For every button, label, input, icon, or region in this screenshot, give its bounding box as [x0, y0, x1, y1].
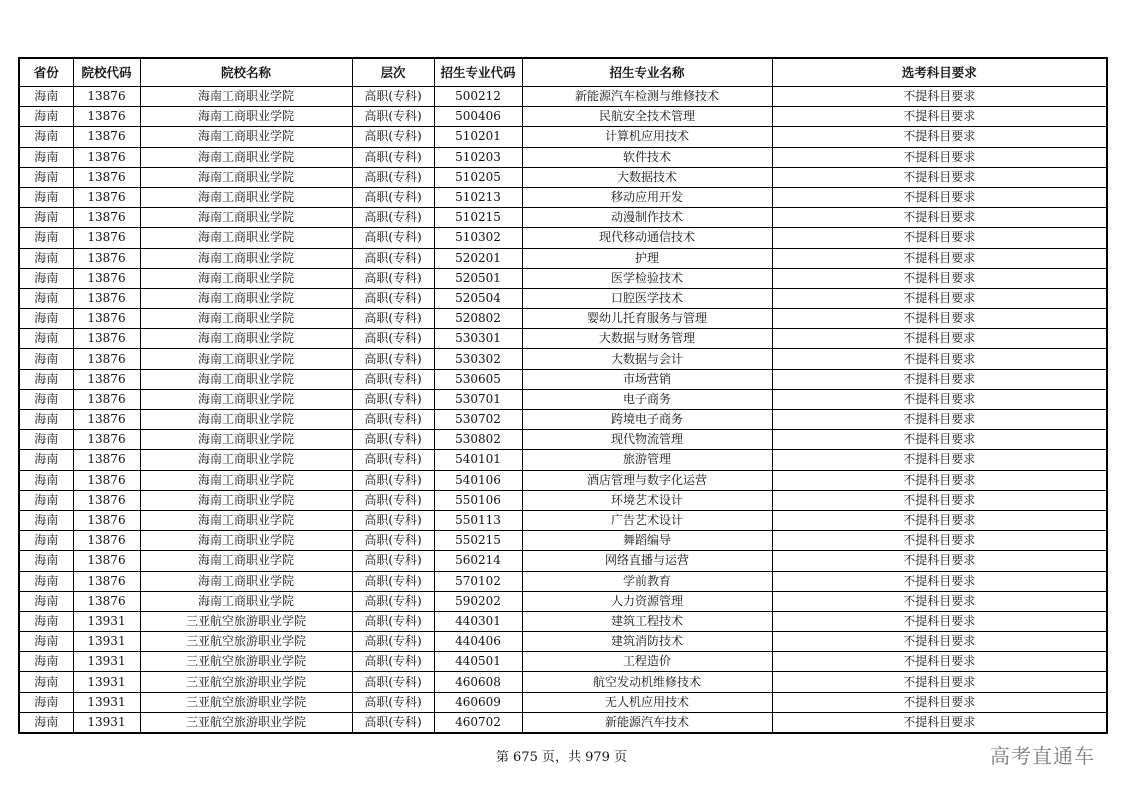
table-cell: 不提科目要求: [772, 127, 1107, 147]
table-cell: 13876: [73, 571, 140, 591]
table-cell: 高职(专科): [352, 652, 434, 672]
table-cell: 海南: [19, 551, 73, 571]
table-row: [19, 127, 1107, 147]
table-cell: 550106: [434, 490, 522, 510]
table-cell: 海南: [19, 470, 73, 490]
table-cell: 不提科目要求: [772, 369, 1107, 389]
table-cell: 不提科目要求: [772, 87, 1107, 107]
table-row: [19, 329, 1107, 349]
table-cell: 13876: [73, 208, 140, 228]
table-cell: 13876: [73, 450, 140, 470]
table-cell: 海南: [19, 632, 73, 652]
table-cell: 海南工商职业学院: [140, 510, 352, 530]
table-row: [19, 490, 1107, 510]
table-cell: 不提科目要求: [772, 712, 1107, 733]
table-cell: 510205: [434, 167, 522, 187]
table-row: [19, 632, 1107, 652]
table-cell: 海南: [19, 107, 73, 127]
table-cell: 海南: [19, 329, 73, 349]
table-cell: 海南工商职业学院: [140, 187, 352, 207]
table-row: [19, 369, 1107, 389]
table-cell: 海南工商职业学院: [140, 591, 352, 611]
table-cell: 海南工商职业学院: [140, 167, 352, 187]
table-cell: 不提科目要求: [772, 410, 1107, 430]
table-row: [19, 430, 1107, 450]
table-cell: 不提科目要求: [772, 248, 1107, 268]
table-row: [19, 652, 1107, 672]
table-cell: 建筑工程技术: [522, 611, 772, 631]
table-cell: 海南工商职业学院: [140, 430, 352, 450]
table-row: [19, 268, 1107, 288]
table-row: [19, 87, 1107, 107]
table-cell: 海南工商职业学院: [140, 329, 352, 349]
table-cell: 不提科目要求: [772, 632, 1107, 652]
table-cell: 520201: [434, 248, 522, 268]
table-row: [19, 208, 1107, 228]
table-cell: 高职(专科): [352, 147, 434, 167]
table-cell: 海南: [19, 228, 73, 248]
table-cell: 海南: [19, 187, 73, 207]
table-cell: 海南: [19, 591, 73, 611]
table-cell: 13876: [73, 87, 140, 107]
table-cell: 海南工商职业学院: [140, 450, 352, 470]
table-cell: 13876: [73, 591, 140, 611]
table-cell: 海南工商职业学院: [140, 208, 352, 228]
table-cell: 海南: [19, 167, 73, 187]
table-cell: 海南工商职业学院: [140, 470, 352, 490]
table-row: [19, 692, 1107, 712]
table-cell: 520802: [434, 309, 522, 329]
table-cell: 不提科目要求: [772, 510, 1107, 530]
table-row: [19, 510, 1107, 530]
table-cell: 13876: [73, 147, 140, 167]
table-cell: 海南工商职业学院: [140, 531, 352, 551]
table-cell: 高职(专科): [352, 309, 434, 329]
table-cell: 海南: [19, 410, 73, 430]
table-cell: 520501: [434, 268, 522, 288]
table-cell: 不提科目要求: [772, 531, 1107, 551]
table-cell: 护理: [522, 248, 772, 268]
table-cell: 高职(专科): [352, 611, 434, 631]
table-cell: 530302: [434, 349, 522, 369]
table-cell: 550113: [434, 510, 522, 530]
table-cell: 570102: [434, 571, 522, 591]
table-cell: 高职(专科): [352, 551, 434, 571]
table-cell: 高职(专科): [352, 531, 434, 551]
table-cell: 不提科目要求: [772, 652, 1107, 672]
table-cell: 560214: [434, 551, 522, 571]
table-cell: 海南: [19, 712, 73, 733]
table-cell: 市场营销: [522, 369, 772, 389]
table-cell: 13876: [73, 551, 140, 571]
table-cell: 13876: [73, 167, 140, 187]
table-row: [19, 450, 1107, 470]
table-cell: 海南: [19, 369, 73, 389]
table-cell: 530802: [434, 430, 522, 450]
table-cell: 海南: [19, 692, 73, 712]
column-header: 省份: [19, 58, 73, 87]
table-cell: 民航安全技术管理: [522, 107, 772, 127]
table-cell: 13876: [73, 510, 140, 530]
table-cell: 高职(专科): [352, 87, 434, 107]
table-cell: 学前教育: [522, 571, 772, 591]
table-cell: 13876: [73, 329, 140, 349]
table-cell: 跨境电子商务: [522, 410, 772, 430]
table-cell: 电子商务: [522, 389, 772, 409]
table-cell: 13876: [73, 430, 140, 450]
column-header: 层次: [352, 58, 434, 87]
table-row: [19, 712, 1107, 733]
table-cell: 海南: [19, 349, 73, 369]
table-cell: 海南工商职业学院: [140, 268, 352, 288]
table-cell: 海南: [19, 248, 73, 268]
table-cell: 三亚航空旅游职业学院: [140, 672, 352, 692]
table-cell: 不提科目要求: [772, 167, 1107, 187]
table-cell: 高职(专科): [352, 107, 434, 127]
table-cell: 440301: [434, 611, 522, 631]
table-cell: 13931: [73, 632, 140, 652]
table-cell: 高职(专科): [352, 268, 434, 288]
table-cell: 不提科目要求: [772, 450, 1107, 470]
table-row: [19, 470, 1107, 490]
table-cell: 高职(专科): [352, 632, 434, 652]
table-cell: 医学检验技术: [522, 268, 772, 288]
table-cell: 海南工商职业学院: [140, 551, 352, 571]
table-cell: 高职(专科): [352, 329, 434, 349]
table-cell: 高职(专科): [352, 369, 434, 389]
table-cell: 海南: [19, 430, 73, 450]
table-row: [19, 309, 1107, 329]
table-row: [19, 410, 1107, 430]
table-row: [19, 248, 1107, 268]
table-cell: 不提科目要求: [772, 187, 1107, 207]
table-row: [19, 288, 1107, 308]
table-cell: 550215: [434, 531, 522, 551]
table-cell: 海南工商职业学院: [140, 571, 352, 591]
table-cell: 海南工商职业学院: [140, 309, 352, 329]
table-cell: 530301: [434, 329, 522, 349]
table-cell: 不提科目要求: [772, 228, 1107, 248]
table-cell: 动漫制作技术: [522, 208, 772, 228]
table-cell: 高职(专科): [352, 288, 434, 308]
table-cell: 13876: [73, 309, 140, 329]
table-cell: 13876: [73, 389, 140, 409]
table-cell: 高职(专科): [352, 450, 434, 470]
column-header: 选考科目要求: [772, 58, 1107, 87]
table-cell: 13876: [73, 248, 140, 268]
table-cell: 高职(专科): [352, 167, 434, 187]
table-cell: 13876: [73, 107, 140, 127]
table-cell: 计算机应用技术: [522, 127, 772, 147]
table-cell: 13876: [73, 288, 140, 308]
table-cell: 高职(专科): [352, 410, 434, 430]
table-cell: 高职(专科): [352, 127, 434, 147]
table-cell: 13931: [73, 672, 140, 692]
column-header: 院校代码: [73, 58, 140, 87]
table-row: [19, 147, 1107, 167]
column-header: 招生专业代码: [434, 58, 522, 87]
table-cell: 440501: [434, 652, 522, 672]
table-cell: 540106: [434, 470, 522, 490]
table-cell: 高职(专科): [352, 389, 434, 409]
table-cell: 海南工商职业学院: [140, 288, 352, 308]
table-cell: 海南工商职业学院: [140, 369, 352, 389]
table-cell: 旅游管理: [522, 450, 772, 470]
table-cell: 海南: [19, 611, 73, 631]
table-cell: 现代移动通信技术: [522, 228, 772, 248]
table-cell: 海南工商职业学院: [140, 389, 352, 409]
table-cell: 软件技术: [522, 147, 772, 167]
table-cell: 海南工商职业学院: [140, 410, 352, 430]
table-cell: 三亚航空旅游职业学院: [140, 611, 352, 631]
table-row: [19, 551, 1107, 571]
table-cell: 大数据与会计: [522, 349, 772, 369]
table-cell: 海南: [19, 571, 73, 591]
table-cell: 510302: [434, 228, 522, 248]
table-cell: 高职(专科): [352, 510, 434, 530]
table-cell: 460702: [434, 712, 522, 733]
table-row: [19, 389, 1107, 409]
table-cell: 海南工商职业学院: [140, 490, 352, 510]
table-cell: 高职(专科): [352, 470, 434, 490]
table-row: [19, 107, 1107, 127]
table-cell: 网络直播与运营: [522, 551, 772, 571]
table-cell: 不提科目要求: [772, 571, 1107, 591]
table-cell: 工程造价: [522, 652, 772, 672]
table-cell: 三亚航空旅游职业学院: [140, 652, 352, 672]
table-cell: 新能源汽车检测与维修技术: [522, 87, 772, 107]
table-cell: 高职(专科): [352, 692, 434, 712]
table-cell: 酒店管理与数字化运营: [522, 470, 772, 490]
table-cell: 海南工商职业学院: [140, 127, 352, 147]
table-cell: 540101: [434, 450, 522, 470]
table-cell: 口腔医学技术: [522, 288, 772, 308]
table-cell: 500212: [434, 87, 522, 107]
watermark-logo-text: 高考直通车: [990, 744, 1095, 768]
table-cell: 无人机应用技术: [522, 692, 772, 712]
table-row: [19, 349, 1107, 369]
table-cell: 13876: [73, 531, 140, 551]
table-row: [19, 187, 1107, 207]
table-cell: 海南: [19, 147, 73, 167]
table-cell: 海南: [19, 309, 73, 329]
table-cell: 不提科目要求: [772, 107, 1107, 127]
table-cell: 590202: [434, 591, 522, 611]
table-cell: 13931: [73, 652, 140, 672]
table-cell: 510215: [434, 208, 522, 228]
table-cell: 海南工商职业学院: [140, 107, 352, 127]
table-cell: 530702: [434, 410, 522, 430]
table-cell: 460608: [434, 672, 522, 692]
table-cell: 海南: [19, 208, 73, 228]
table-body: [19, 87, 1107, 733]
table-cell: 移动应用开发: [522, 187, 772, 207]
table-cell: 13931: [73, 692, 140, 712]
table-cell: 高职(专科): [352, 490, 434, 510]
table-cell: 现代物流管理: [522, 430, 772, 450]
table-cell: 500406: [434, 107, 522, 127]
table-cell: 13876: [73, 490, 140, 510]
table-cell: 海南: [19, 531, 73, 551]
table-cell: 海南工商职业学院: [140, 147, 352, 167]
table-cell: 460609: [434, 692, 522, 712]
table-cell: 大数据技术: [522, 167, 772, 187]
table-cell: 高职(专科): [352, 712, 434, 733]
table-cell: 530605: [434, 369, 522, 389]
table-cell: 不提科目要求: [772, 551, 1107, 571]
table-cell: 510203: [434, 147, 522, 167]
table-cell: 不提科目要求: [772, 591, 1107, 611]
table-cell: 不提科目要求: [772, 147, 1107, 167]
table-cell: 不提科目要求: [772, 309, 1107, 329]
table-cell: 大数据与财务管理: [522, 329, 772, 349]
table-cell: 海南: [19, 490, 73, 510]
table-cell: 510201: [434, 127, 522, 147]
table-cell: 高职(专科): [352, 228, 434, 248]
table-cell: 13876: [73, 369, 140, 389]
table-cell: 海南: [19, 672, 73, 692]
table-cell: 不提科目要求: [772, 349, 1107, 369]
table-cell: 海南工商职业学院: [140, 248, 352, 268]
table-cell: 海南: [19, 268, 73, 288]
column-header: 招生专业名称: [522, 58, 772, 87]
table-row: [19, 672, 1107, 692]
page-number: 第 675 页，共 979 页: [495, 750, 628, 765]
table-cell: 不提科目要求: [772, 208, 1107, 228]
table-cell: 人力资源管理: [522, 591, 772, 611]
table-row: [19, 167, 1107, 187]
table-cell: 不提科目要求: [772, 288, 1107, 308]
column-header: 院校名称: [140, 58, 352, 87]
table-cell: 建筑消防技术: [522, 632, 772, 652]
table-cell: 13931: [73, 712, 140, 733]
table-cell: 不提科目要求: [772, 430, 1107, 450]
table-cell: 高职(专科): [352, 672, 434, 692]
table-cell: 三亚航空旅游职业学院: [140, 692, 352, 712]
table-cell: 高职(专科): [352, 571, 434, 591]
table-cell: 广告艺术设计: [522, 510, 772, 530]
table-cell: 海南工商职业学院: [140, 87, 352, 107]
table-cell: 海南工商职业学院: [140, 349, 352, 369]
table-cell: 婴幼儿托育服务与管理: [522, 309, 772, 329]
table-cell: 高职(专科): [352, 430, 434, 450]
table-cell: 新能源汽车技术: [522, 712, 772, 733]
table-row: [19, 228, 1107, 248]
table-cell: 海南: [19, 127, 73, 147]
enrollment-table-container: [18, 57, 1106, 734]
table-cell: 13876: [73, 127, 140, 147]
table-cell: 520504: [434, 288, 522, 308]
table-cell: 530701: [434, 389, 522, 409]
table-cell: 不提科目要求: [772, 389, 1107, 409]
table-row: [19, 531, 1107, 551]
table-cell: 13876: [73, 470, 140, 490]
table-cell: 高职(专科): [352, 349, 434, 369]
table-row: [19, 591, 1107, 611]
table-cell: 不提科目要求: [772, 470, 1107, 490]
table-cell: 高职(专科): [352, 208, 434, 228]
table-cell: 高职(专科): [352, 248, 434, 268]
table-cell: 环境艺术设计: [522, 490, 772, 510]
table-cell: 航空发动机维修技术: [522, 672, 772, 692]
table-cell: 海南工商职业学院: [140, 228, 352, 248]
table-cell: 不提科目要求: [772, 490, 1107, 510]
table-header-row: [19, 58, 1107, 87]
table-cell: 13876: [73, 228, 140, 248]
table-cell: 高职(专科): [352, 187, 434, 207]
table-cell: 440406: [434, 632, 522, 652]
table-cell: 海南: [19, 87, 73, 107]
table-cell: 高职(专科): [352, 591, 434, 611]
table-cell: 13931: [73, 611, 140, 631]
table-cell: 海南: [19, 389, 73, 409]
table-cell: 不提科目要求: [772, 692, 1107, 712]
table-cell: 海南: [19, 450, 73, 470]
table-cell: 不提科目要求: [772, 672, 1107, 692]
table-row: [19, 571, 1107, 591]
table-cell: 海南: [19, 652, 73, 672]
table-cell: 不提科目要求: [772, 329, 1107, 349]
table-cell: 三亚航空旅游职业学院: [140, 632, 352, 652]
table-cell: 13876: [73, 268, 140, 288]
table-cell: 不提科目要求: [772, 611, 1107, 631]
table-cell: 510213: [434, 187, 522, 207]
table-cell: 不提科目要求: [772, 268, 1107, 288]
table-cell: 13876: [73, 410, 140, 430]
table-cell: 13876: [73, 349, 140, 369]
table-cell: 舞蹈编导: [522, 531, 772, 551]
table-cell: 海南: [19, 288, 73, 308]
table-cell: 海南: [19, 510, 73, 530]
table-row: [19, 611, 1107, 631]
table-cell: 13876: [73, 187, 140, 207]
enrollment-table: [18, 57, 1108, 734]
table-cell: 三亚航空旅游职业学院: [140, 712, 352, 733]
